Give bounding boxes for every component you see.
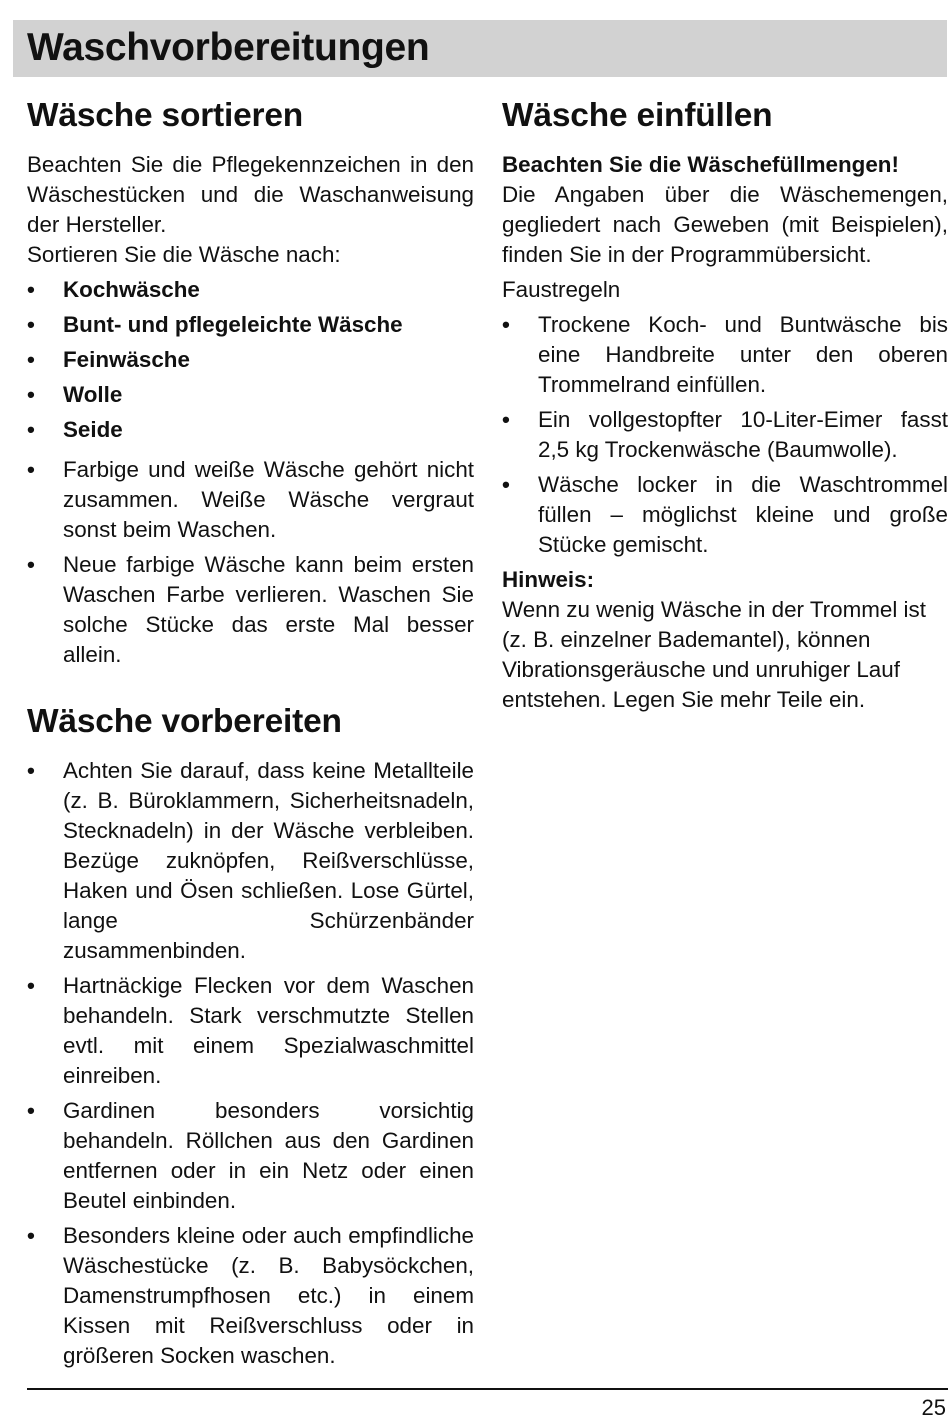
left-column [27,96,474,1376]
bullet-icon: • [27,347,35,372]
bullet-icon: • [27,1223,35,1248]
list-item [27,310,474,340]
hint-text: Wenn zu wenig Wäsche in der Trommel ist (z. B. einzelner Bademantel), können Vibrationsgeräusche und unruhiger Lauf entstehen. Legen Sie mehr Teile ein. [502,597,926,712]
list-item [27,275,474,305]
list-item [27,550,474,670]
right-column [502,96,948,715]
sorting-notes-list [27,455,474,670]
bullet-icon: • [27,973,35,998]
list-item [27,971,474,1091]
bullet-icon: • [27,312,35,337]
section-heading-load: Wäsche einfüllen [502,97,773,134]
section-heading-sort: Wäsche sortieren [27,97,304,134]
category-label: Feinwäsche [63,347,190,372]
preparation-text: Gardinen besonders vorsichtig behandeln. Röllchen aus den Gardinen entfernen oder in ein Netz oder einen Beutel einbinden. [63,1098,474,1213]
footer-divider [27,1388,948,1390]
category-label: Wolle [63,382,123,407]
list-item [27,380,474,410]
list-item [502,470,948,560]
list-item [27,345,474,375]
list-item [502,310,948,400]
bullet-icon: • [27,417,35,442]
category-label: Bunt- und pflegeleichte Wäsche [63,312,403,337]
rules-label: Faustregeln [502,277,621,302]
list-item [27,1221,474,1371]
preparation-text: Hartnäckige Flecken vor dem Waschen behandeln. Stark verschmutzte Stellen evtl. mit einem Spezialwaschmittel einreiben. [63,973,474,1088]
list-item [27,756,474,966]
preparation-text: Achten Sie darauf, dass keine Metallteile (z. B. Büroklammern, Sicherheitsnadeln, Stecknadeln) in der Wäsche verbleiben. Bezüge zuknöpfen, Reißverschlüsse, Haken und Ösen schließen. Lose Gürtel, lange Schürzenbänder zusammenbinden. [63,758,474,963]
category-label: Kochwäsche [63,277,200,302]
rule-text: Wäsche locker in die Waschtrommel füllen – möglichst kleine und große Stücke gemischt. [538,472,948,557]
note-text: Farbige und weiße Wäsche gehört nicht zusammen. Weiße Wäsche vergraut sonst beim Waschen. [63,457,474,542]
load-intro-text: Die Angaben über die Wäschemengen, gegliedert nach Geweben (mit Beispielen), finden Sie in der Programmübersicht. [502,182,948,267]
laundry-category-list [27,275,474,445]
hint-label: Hinweis: [502,567,595,592]
page-number: 25 [921,1395,946,1420]
preparation-text: Besonders kleine oder auch empfindliche Wäschestücke (z. B. Babysöckchen, Damenstrumpfhosen etc.) in einem Kissen mit Reißverschluss oder in größeren Socken waschen. [63,1223,474,1368]
bullet-icon: • [502,472,510,497]
list-item [27,1096,474,1216]
rule-text: Ein vollgestopfter 10-Liter-Eimer fasst 2,5 kg Trockenwäsche (Baumwolle). [538,407,948,462]
list-item [502,405,948,465]
bullet-icon: • [502,407,510,432]
category-label: Seide [63,417,123,442]
bullet-icon: • [27,382,35,407]
list-item [27,455,474,545]
bullet-icon: • [27,277,35,302]
bullet-icon: • [27,1098,35,1123]
list-item [27,415,474,445]
bullet-icon: • [27,758,35,783]
preparation-list [27,756,474,1371]
bullet-icon: • [27,552,35,577]
rule-text: Trockene Koch- und Buntwäsche bis eine Handbreite unter den oberen Trommelrand einfüllen. [538,312,948,397]
rules-list [502,310,948,560]
page-title: Waschvorbereitungen [27,26,430,69]
section-heading-prepare: Wäsche vorbereiten [27,703,342,740]
sort-instruction-text: Sortieren Sie die Wäsche nach: [27,242,341,267]
note-text: Neue farbige Wäsche kann beim ersten Waschen Farbe verlieren. Waschen Sie solche Stücke das erste Mal besser allein. [63,552,474,667]
bullet-icon: • [27,457,35,482]
sort-intro-text: Beachten Sie die Pflegekennzeichen in den Wäschestücken und die Waschanweisung der Hersteller. [27,152,474,237]
bullet-icon: • [502,312,510,337]
load-emphasis-text: Beachten Sie die Wäschefüllmengen! [502,152,899,177]
